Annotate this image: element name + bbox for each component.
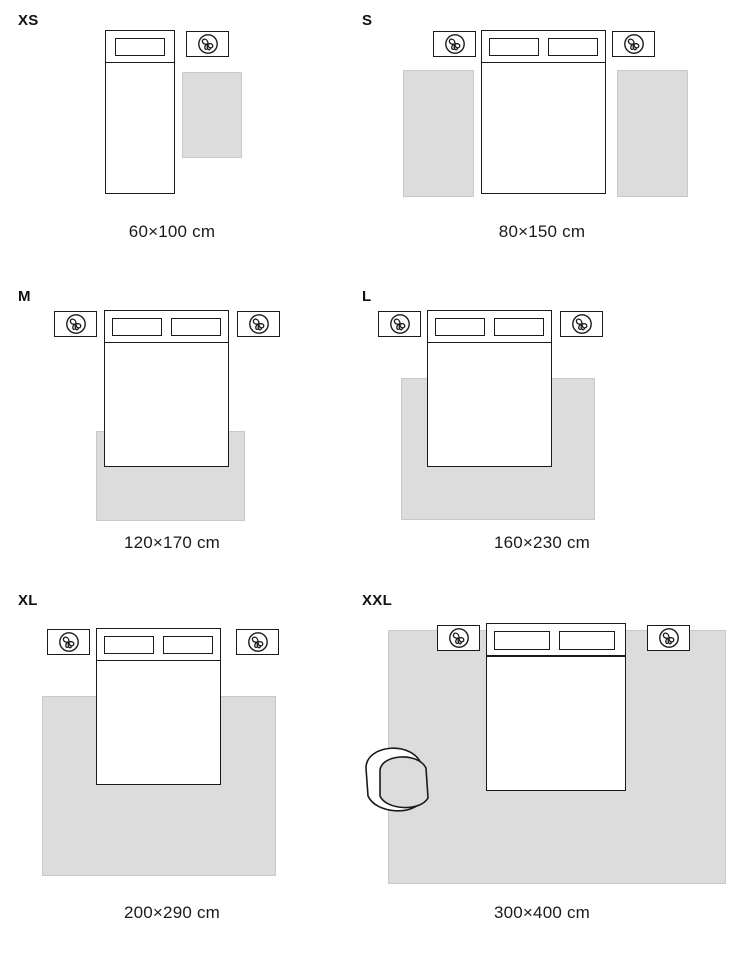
nightstand-s-right [612, 31, 655, 57]
rug-xs [182, 72, 242, 158]
scene-l [344, 278, 740, 533]
lamp-icon [58, 631, 80, 653]
lamp-icon [248, 313, 270, 335]
size-cell-m [0, 278, 344, 578]
nightstand-xxl-left [437, 625, 480, 651]
nightstand-m-right [237, 311, 280, 337]
bed-l [427, 342, 552, 467]
caption-s: 80×150 cm [498, 222, 586, 241]
nightstand-xl-right [236, 629, 279, 655]
caption-xs: 60×100 cm [128, 222, 216, 241]
scene-m [0, 278, 344, 533]
size-cell-s [344, 0, 740, 278]
pillow-xs [115, 38, 165, 56]
pillow-xxl-left [494, 631, 550, 650]
nightstand-xl-left [47, 629, 90, 655]
pillow-xl-left [104, 636, 154, 654]
size-cell-xl [0, 578, 344, 960]
scene-s [344, 0, 740, 210]
bed-xxl [486, 656, 626, 791]
size-code-s: S [362, 12, 373, 29]
scene-xs [0, 0, 344, 210]
nightstand-xs-right [186, 31, 229, 57]
lamp-icon [623, 33, 645, 55]
bed-xl [96, 660, 221, 785]
size-code-m: M [18, 288, 31, 305]
size-code-xs: XS [18, 12, 39, 29]
lamp-icon [247, 631, 269, 653]
pillow-xxl-right [559, 631, 615, 650]
bed-s [481, 62, 606, 194]
lamp-icon [571, 313, 593, 335]
lamp-icon [197, 33, 219, 55]
size-code-xl: XL [18, 592, 38, 609]
size-code-xxl: XXL [362, 592, 393, 609]
pillow-s-right [548, 38, 598, 56]
pillow-m-left [112, 318, 162, 336]
lamp-icon [389, 313, 411, 335]
caption-xl: 200×290 cm [123, 903, 221, 922]
caption-xxl: 300×400 cm [493, 903, 591, 922]
armchair [356, 726, 466, 836]
nightstand-xxl-right [647, 625, 690, 651]
caption-l: 160×230 cm [493, 533, 591, 552]
nightstand-m-left [54, 311, 97, 337]
lamp-icon [448, 627, 470, 649]
pillow-m-right [171, 318, 221, 336]
rug-s-left [403, 70, 474, 197]
bed-xs [105, 62, 175, 194]
bed-m [104, 342, 229, 467]
rug-s-right [617, 70, 688, 197]
lamp-icon [658, 627, 680, 649]
scene-xl [0, 578, 344, 908]
size-code-l: L [362, 288, 372, 305]
size-cell-xs [0, 0, 344, 278]
scene-xxl [344, 578, 740, 908]
pillow-xl-right [163, 636, 213, 654]
nightstand-l-right [560, 311, 603, 337]
size-cell-xxl [344, 578, 740, 960]
pillow-l-left [435, 318, 485, 336]
pillow-l-right [494, 318, 544, 336]
nightstand-l-left [378, 311, 421, 337]
caption-m: 120×170 cm [123, 533, 221, 552]
lamp-icon [65, 313, 87, 335]
nightstand-s-left [433, 31, 476, 57]
size-cell-l [344, 278, 740, 578]
pillow-s-left [489, 38, 539, 56]
lamp-icon [444, 33, 466, 55]
